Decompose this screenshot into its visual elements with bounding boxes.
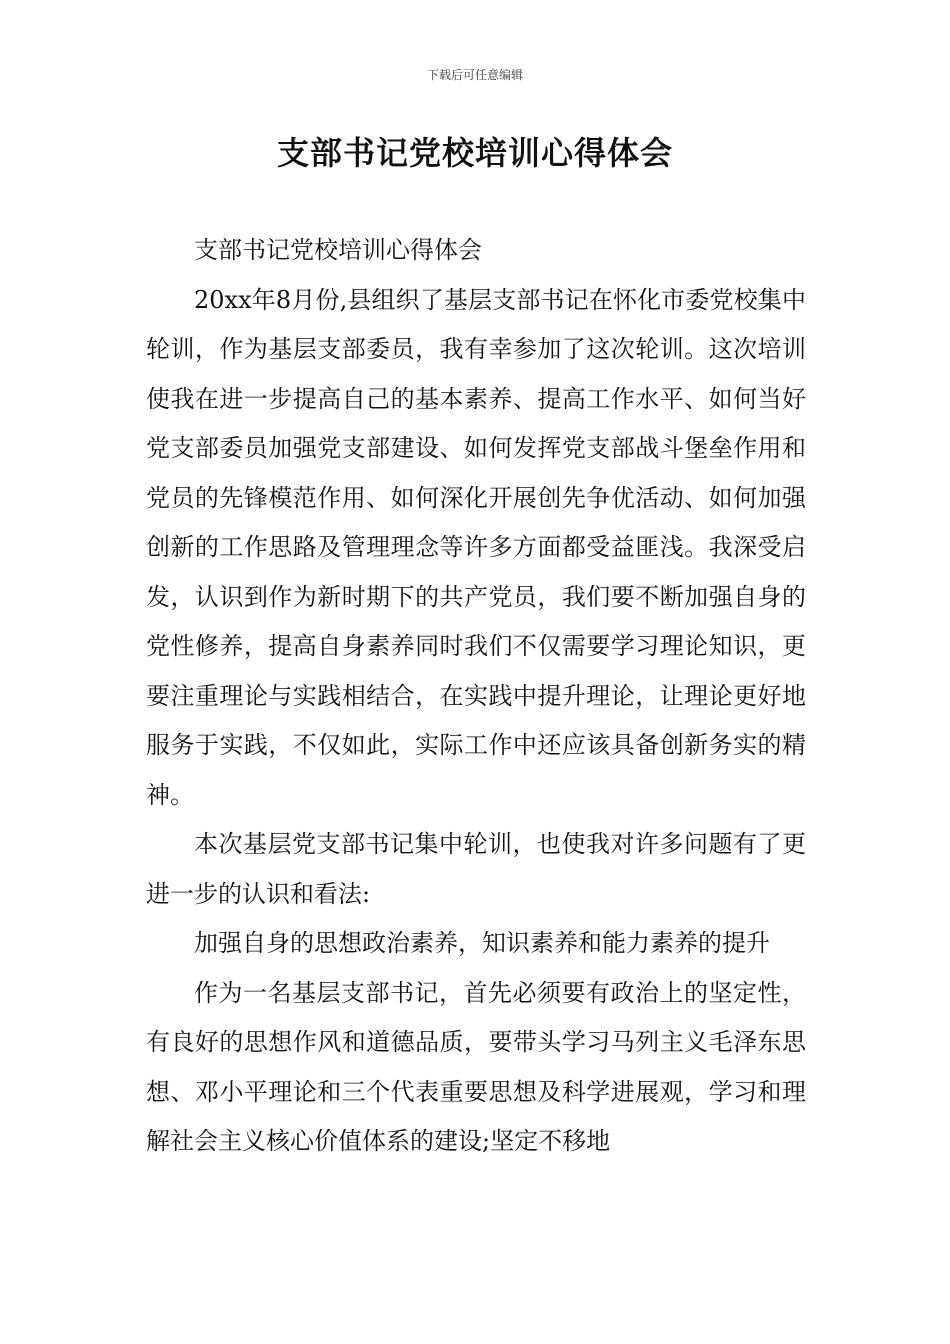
paragraph-heading: 加强自身的思想政治素养，知识素养和能力素养的提升 [194,929,770,957]
document-title: 支部书记党校培训心得体会 [276,134,673,172]
document-body [146,226,806,1167]
paragraph-understanding: 本次基层党支部书记集中轮训，也使我对许多问题有了更进一步的认识和看法: [146,830,806,908]
paragraph-subtitle: 支部书记党校培训心得体会 [194,236,482,264]
paragraph-body: 作为一名基层支部书记，首先必须要有政治上的坚定性，有良好的思想作风和道德品质，要带头学习马列主义毛泽东思想、邓小平理论和三个代表重要思想及科学进展观，学习和理解社会主义核心价值体系的建设;坚定不移地 [146,978,806,1155]
paragraph-intro: 20xx年8月份,县组织了基层支部书记在怀化市委党校集中轮训，作为基层支部委员，我有幸参加了这次轮训。这次培训使我在进一步提高自己的基本素养、提高工作水平、如何当好党支部委员加强党支部建设、如何发挥党支部战斗堡垒作用和党员的先锋模范作用、如何深化开展创先争优活动、如何加强创新的工作思路及管理理念等许多方面都受益匪浅。我深受启发，认识到作为新时期下的共产党员，我们要不断加强自身的党性修养，提高自身素养同时我们不仅需要学习理论知识，更要注重理论与实践相结合，在实践中提升理论，让理论更好地服务于实践，不仅如此，实际工作中还应该具备创新务实的精神。 [146,285,806,809]
header-note: 下载后可任意编辑 [426,68,523,82]
